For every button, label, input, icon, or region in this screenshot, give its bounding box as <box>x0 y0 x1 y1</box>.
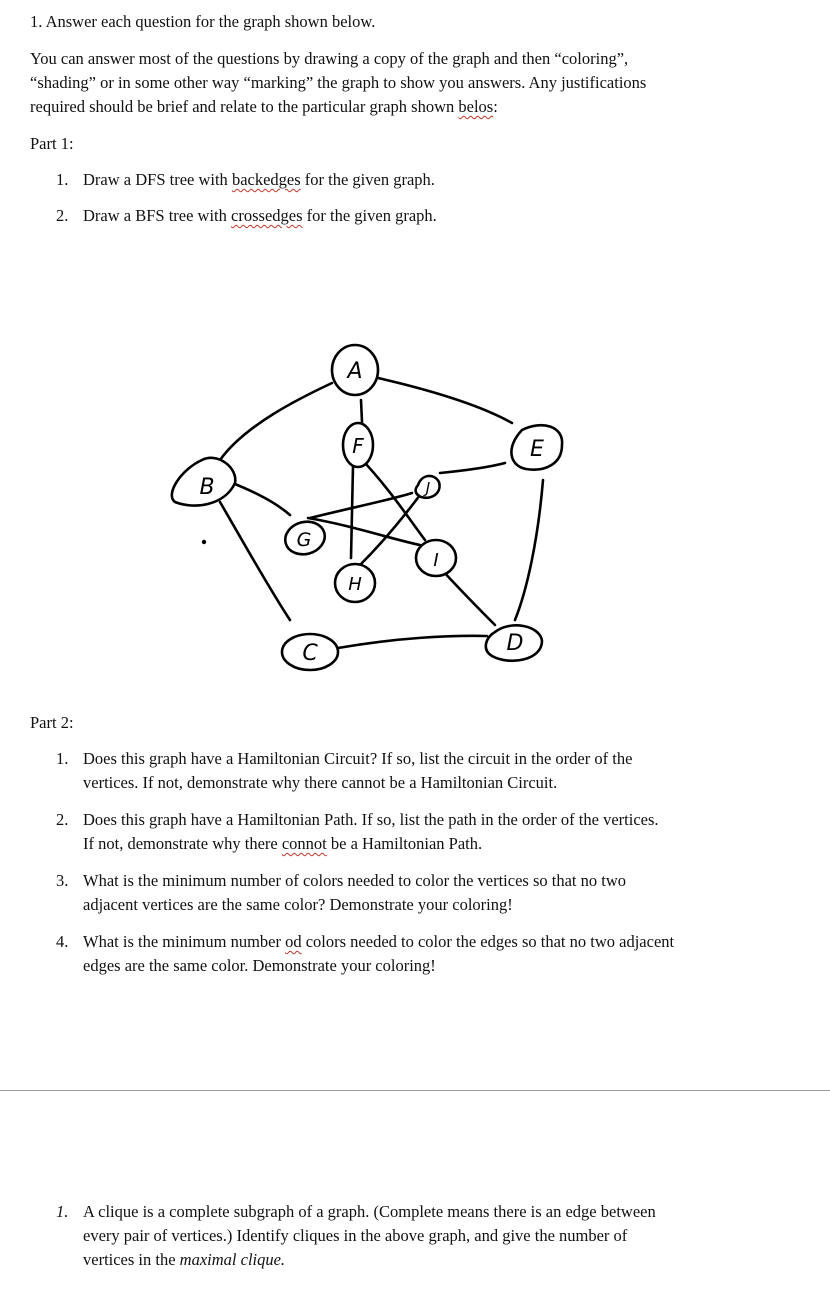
heading-text: Answer each question for the graph shown below. <box>45 12 376 31</box>
node-H-label: H <box>348 574 362 595</box>
part2-q1-line2: vertices. If not, demonstrate why there cannot be a Hamiltonian Circuit. <box>83 773 558 792</box>
part2-q2-misspelled: connot <box>281 834 327 853</box>
intro-line-3-c: : <box>493 97 498 116</box>
graph-drawing <box>150 330 590 690</box>
edge-G-J <box>310 493 412 518</box>
edge-F-H <box>351 466 353 558</box>
part1-q1-text-a: Draw a DFS tree with <box>83 170 232 189</box>
clique-line1: A clique is a complete subgraph of a graph. (Complete means there is an edge between <box>83 1202 656 1221</box>
intro-line-3-a: required should be brief and relate to the particular graph shown <box>30 97 459 116</box>
part1-q1-text-c: for the given graph. <box>300 170 435 189</box>
part2-title: Part 2: <box>30 713 74 732</box>
part1-q2-text-c: for the given graph. <box>302 206 437 225</box>
edge-J-E <box>440 463 505 473</box>
clique-line3 <box>83 1248 285 1272</box>
node-J-label: J <box>425 479 431 497</box>
part2-q1-line1: Does this graph have a Hamiltonian Circuit? If so, list the circuit in the order of the <box>83 749 633 768</box>
part2-q2-line2-a: If not, demonstrate why there <box>83 834 282 853</box>
part2-q2-line2 <box>83 832 482 856</box>
node-I-label: I <box>433 550 439 571</box>
edge-A-B <box>220 383 332 460</box>
part1-q1-text <box>83 168 435 192</box>
part2-q1-number: 1. <box>56 749 69 768</box>
node-G-label: G <box>296 529 312 551</box>
part2-q4-line1-a: What is the minimum number <box>83 932 286 951</box>
node-B-label: B <box>199 475 215 500</box>
part2-q4-number: 4. <box>56 932 69 951</box>
part1-q2-misspelled: crossedges <box>231 206 303 225</box>
edge-C-D <box>338 636 487 648</box>
question-heading <box>30 10 375 34</box>
part2-q4-misspelled: od <box>285 932 302 951</box>
clique-line2: every pair of vertices.) Identify cliques in the above graph, and give the number of <box>83 1226 628 1245</box>
node-D-label: D <box>506 631 524 656</box>
part2-q3-line1: What is the minimum number of colors needed to color the vertices so that no two <box>83 871 626 890</box>
part2-q2-number: 2. <box>56 810 69 829</box>
part1-q2-text <box>83 204 437 228</box>
edge-I-D <box>442 570 495 625</box>
heading-number: 1. <box>30 12 43 31</box>
page-divider <box>0 1090 830 1091</box>
edge-B-G <box>230 482 290 515</box>
stray-dot <box>202 540 206 544</box>
edge-H-J <box>360 495 420 565</box>
node-C-label: C <box>302 641 318 666</box>
clique-maximal-clique: maximal clique. <box>179 1250 286 1269</box>
part2-q2-line2-c: be a Hamiltonian Path. <box>326 834 483 853</box>
part2-q4-line1 <box>83 930 674 954</box>
node-A-label: A <box>347 359 363 384</box>
part1-q1 <box>56 168 435 192</box>
intro-line-1: You can answer most of the questions by drawing a copy of the graph and then “coloring”, <box>30 49 629 68</box>
part2-q4-line2: edges are the same color. Demonstrate your coloring! <box>83 956 436 975</box>
intro-line-3 <box>30 95 498 119</box>
part1-q1-number: 1. <box>56 170 69 189</box>
edge-A-F <box>361 400 362 422</box>
clique-number: 1. <box>56 1202 69 1221</box>
edge-E-D <box>515 480 543 620</box>
edge-A-E <box>378 378 512 423</box>
part2-q4-line1-c: colors needed to color the edges so that no two adjacent <box>301 932 675 951</box>
part2-q3-line2: adjacent vertices are the same color? Demonstrate your coloring! <box>83 895 513 914</box>
part1-title: Part 1: <box>30 134 74 153</box>
part2-q2-line1: Does this graph have a Hamiltonian Path. If so, list the path in the order of the vertices. <box>83 810 659 829</box>
part1-q2-number: 2. <box>56 206 69 225</box>
node-F-label: F <box>352 434 364 458</box>
part1-q2-text-a: Draw a BFS tree with <box>83 206 232 225</box>
clique-line3-a: vertices in the <box>83 1250 180 1269</box>
part2-q3-number: 3. <box>56 871 69 890</box>
node-E-label: E <box>530 437 544 462</box>
intro-misspelled-word: belos <box>458 97 494 116</box>
part1-q2 <box>56 204 437 228</box>
part1-q1-misspelled: backedges <box>231 170 301 189</box>
edge-B-C <box>220 502 290 620</box>
intro-line-2: “shading” or in some other way “marking” the graph to show you answers. Any justifications <box>30 73 647 92</box>
